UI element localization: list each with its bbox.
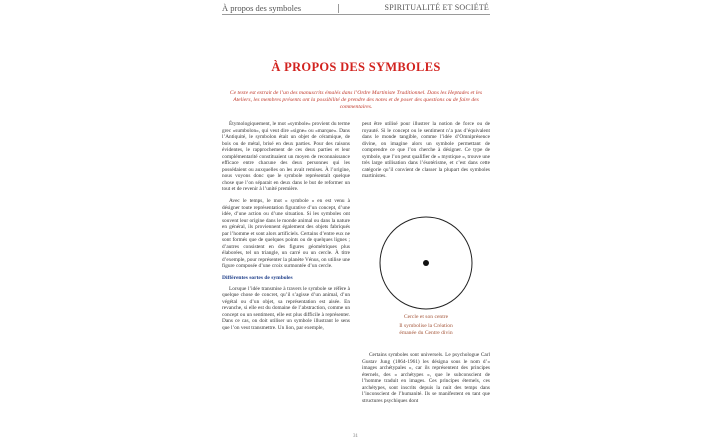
header-rule <box>222 14 490 15</box>
circle-figure <box>362 215 490 336</box>
right-column-bottom <box>362 352 490 409</box>
paragraph: Certains symboles sont universels. Le psychologue Carl Gustav Jung (1864-1961) les désigna sous le nom d’« images archétypales », car ils représentent des principes éternels, des « archétypes », que le subconscient de l’homme traduit en images. Ces principes éternels, ces archétypes, sont inscrits depuis la nuit des temps dans l’inconscient de l’humanité. Ils se manifestent en tant que structures psychiques dont <box>362 352 490 404</box>
running-header-category: SPIRITUALITÉ ET SOCIÉTÉ <box>384 3 489 12</box>
figure-caption: Cercle et son centre <box>403 314 449 320</box>
page-number: 31 <box>353 434 358 439</box>
paragraph: peut être utilisé pour illustrer la notion de force ou de royauté. Si le concept ou le sentiment n’a pas d’équivalent dans le monde tangible, comme l’idée d’Omniprésence divine, on imagine alors un symbole permettant de comprendre ce que l’on cherche à désigner. Ce type de symbole, que l’on peut qualifier de « mystique », trouve une très large utilisation dans l’ésotérisme, et c’est dans cette catégorie qu’il convient de classer la plupart des symboles martinistes. <box>362 121 490 180</box>
circle-with-center-icon <box>378 215 474 311</box>
article-intro: Ce texte est extrait de l’un des manuscrits émalés dans l’Ordre Martiniste Traditionnel. Dans les Heptades et les Ateliers, les membres présents ont la possibilité de prendre des notes et de poser des questions ou de faire des commentaires. <box>229 90 483 110</box>
article-title: À PROPOS DES SYMBOLES <box>271 60 441 74</box>
figure-description <box>362 323 490 336</box>
left-column <box>222 121 350 336</box>
running-header-section: À propos des symboles <box>222 3 302 13</box>
paragraph: Étymologiquement, le mot «symbole» provient du terme grec «sumbolon», qui veut dire «signe» ou «marque». Dans l’Antiquité, le symbolon était un objet de céramique, de bois ou de métal, brisé en deux parties. Pour des raisons évidentes, le rapprochement de ces deux parties et leur complémentarité constituaient un moyen de reconnaissance efficace entre chacune des deux personnes qui les possédaient ou auxquelles on les avait remises. À l’origine, nous voyons donc que le symbole représentait quelque chose que l’on séparait en deux dans le but de reformer un tout et de revenir à l’unité première. <box>222 121 350 193</box>
paragraph: Avec le temps, le mot « symbole » en est venu à désigner toute représentation figurative d’un concept, d’une idée, d’une action ou d’une situation. Si les symboles ont souvent leur origine dans le monde animal ou dans la nature en général, ils proviennent également des objets fabriqués par l’homme et sont alors artificiels. Certains d’entre eux ne sont formés que de quelques points ou de quelques lignes ; d’autres consistent en des figures géométriques plus élaborées, tel un triangle, un carré ou un cercle. À titre d’exemple, pour représenter la planète Vénus, on utilise une figure composée d’une croix surmontée d’un cercle. <box>222 198 350 270</box>
figure-description-line: Il symbolise la Création <box>399 323 453 329</box>
figure-description-line: émanée du Centre divin <box>399 329 453 336</box>
section-subheading: Différentes sortes de symboles <box>222 275 293 282</box>
right-column-top <box>362 121 490 185</box>
header-separator <box>338 4 339 13</box>
paragraph: Lorsque l’idée transmise à travers le symbole se réfère à quelque chose de concret, qu’il s’agisse d’un animal, d’un végétal ou d’un objet, sa représentation est aisée. En revanche, si elle est du domaine de l’abstraction, comme un concept ou un sentiment, elle est plus difficile à représenter. Dans ce cas, on doit utiliser un symbole illustrant le sens que l’on veut transmettre. Un lion, par exemple, <box>222 285 350 331</box>
